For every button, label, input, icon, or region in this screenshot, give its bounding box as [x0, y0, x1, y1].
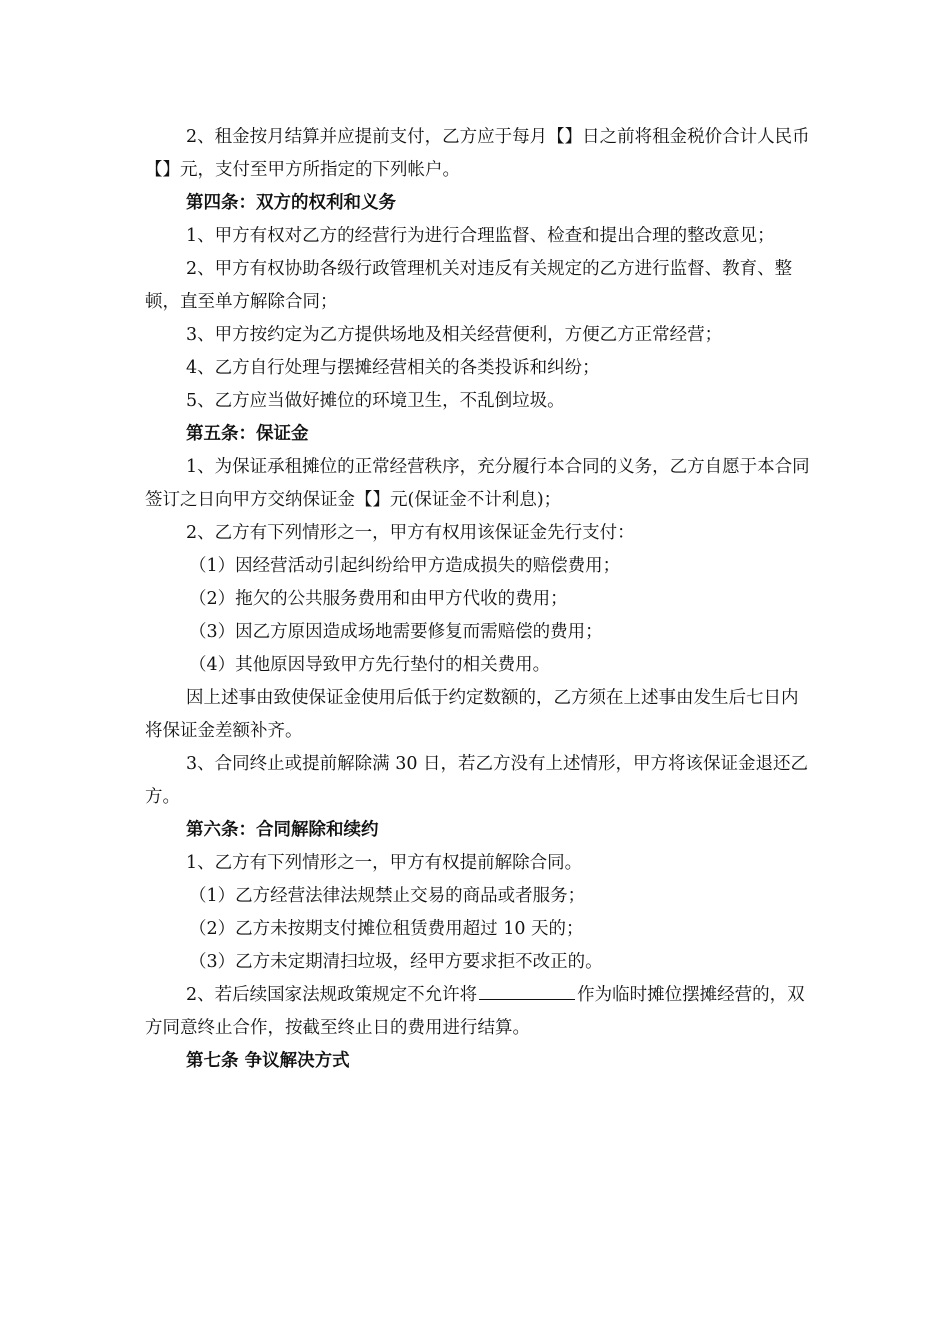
article-7-heading: 第七条 争议解决方式	[186, 1051, 350, 1071]
article-6-subitem-1: （1）乙方经营法律法规禁止交易的商品或者服务；	[189, 886, 586, 906]
article-4-heading: 第四条：双方的权利和义务	[186, 193, 396, 213]
article-4-item-5: 5、乙方应当做好摊位的环境卫生，不乱倒垃圾。	[186, 391, 565, 411]
fill-in-blank	[479, 981, 575, 1000]
article-5-item-3: 3、合同终止或提前解除满 30 日，若乙方没有上述情形，甲方将该保证金退还乙方。	[145, 754, 809, 807]
article-5-subitem-2: （2）拖欠的公共服务费用和由甲方代收的费用；	[189, 589, 568, 609]
article-5-item-1: 1、为保证承租摊位的正常经营秩序，充分履行本合同的义务，乙方自愿于本合同签订之日向甲方交纳保证金【】元(保证金不计利息)；	[145, 457, 810, 510]
article-6-item-2-after: 作为临时摊位摆摊经营的，双方同意终止合作，按截至终止日的费用进行结算。	[145, 985, 805, 1038]
article-6-subitem-2: （2）乙方未按期支付摊位租赁费用超过 10 天的；	[189, 919, 584, 939]
rent-payment-clause: 2、租金按月结算并应提前支付，乙方应于每月【】日之前将租金税价合计人民币【】元，支付至甲方所指定的下列帐户。	[145, 127, 810, 180]
article-4-item-1: 1、甲方有权对乙方的经营行为进行合理监督、检查和提出合理的整改意见；	[186, 226, 775, 246]
article-4-item-3: 3、甲方按约定为乙方提供场地及相关经营便利，方便乙方正常经营；	[186, 325, 723, 345]
document-body	[145, 121, 810, 1078]
article-5-item-2: 2、乙方有下列情形之一，甲方有权用该保证金先行支付：	[186, 523, 635, 543]
article-5-heading: 第五条：保证金	[186, 424, 309, 444]
article-5-subitem-4: （4）其他原因导致甲方先行垫付的相关费用。	[189, 655, 551, 675]
article-5-subitem-3: （3）因乙方原因造成场地需要修复而需赔偿的费用；	[189, 622, 603, 642]
article-6-item-2	[145, 979, 810, 1045]
article-4-item-2: 2、甲方有权协助各级行政管理机关对违反有关规定的乙方进行监督、教育、整顿，直至单方解除合同；	[145, 259, 793, 312]
article-6-heading: 第六条：合同解除和续约	[186, 820, 379, 840]
article-4-item-4: 4、乙方自行处理与摆摊经营相关的各类投诉和纠纷；	[186, 358, 600, 378]
article-6-item-2-before: 2、若后续国家法规政策规定不允许将	[186, 985, 478, 1005]
article-6-item-1: 1、乙方有下列情形之一，甲方有权提前解除合同。	[186, 853, 583, 873]
article-5-note: 因上述事由致使保证金使用后低于约定数额的，乙方须在上述事由发生后七日内将保证金差额补齐。	[145, 688, 799, 741]
article-6-subitem-3: （3）乙方未定期清扫垃圾，经甲方要求拒不改正的。	[189, 952, 603, 972]
article-5-subitem-1: （1）因经营活动引起纠纷给甲方造成损失的赔偿费用；	[189, 556, 621, 576]
